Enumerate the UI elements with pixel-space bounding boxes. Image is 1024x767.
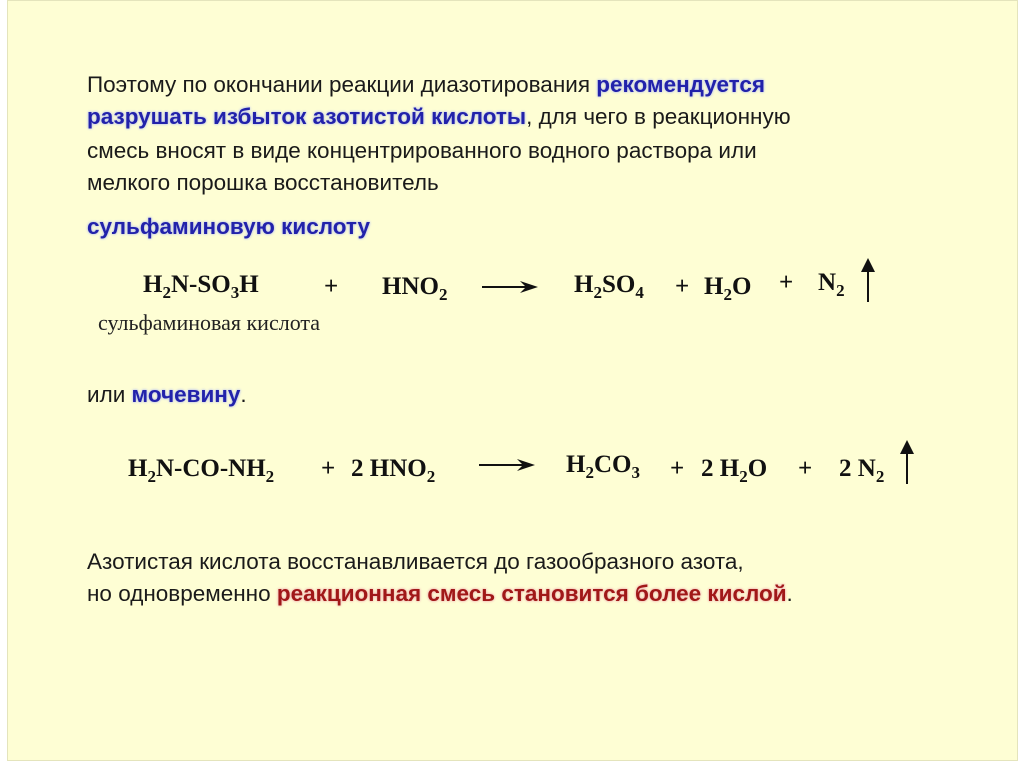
highlight-recommended: рекомендуется bbox=[596, 72, 766, 97]
reaction-2-product-nitrogen: 2 $N_2$ bbox=[839, 455, 885, 486]
reaction-2-plus-1: + bbox=[321, 455, 336, 482]
reaction-1-gas-arrow-icon bbox=[858, 256, 878, 304]
conclusion-line-2-suffix: . bbox=[786, 581, 793, 606]
reaction-1-product-water: $H_2O$ bbox=[704, 273, 752, 304]
caption-sulfamic-acid: сульфаминовая кислота bbox=[98, 310, 321, 335]
reaction-2-reactant-nitrous-acid: 2 $HNO_2$ bbox=[351, 455, 436, 486]
reaction-2-product-water: 2 $H_2O$ bbox=[701, 455, 768, 486]
intro-line-4: мелкого порошка восстановитель bbox=[87, 170, 439, 195]
reagent-2-line bbox=[87, 379, 247, 411]
slide bbox=[7, 0, 1018, 761]
reaction-2-product-carbonic-acid: $H_2CO_3$ bbox=[566, 451, 640, 482]
reaction-1-product-sulfuric-acid: $H_2SO_4$ bbox=[574, 271, 644, 302]
reaction-2-plus-2: + bbox=[670, 455, 685, 482]
reaction-1-plus-2: + bbox=[675, 273, 690, 300]
intro-line-1-text: Поэтому по окончании реакции диазотирования bbox=[87, 72, 597, 97]
highlight-more-acidic: реакционная смесь становится более кислой bbox=[276, 581, 787, 606]
reaction-2-arrow-icon bbox=[479, 455, 539, 475]
reaction-1-plus-3: + bbox=[779, 269, 794, 296]
conclusion-line-1: Азотистая кислота восстанавливается до газообразного азота, bbox=[87, 549, 744, 574]
reaction-1-product-nitrogen: $N_2$ bbox=[818, 269, 845, 300]
conclusion-line-2 bbox=[87, 578, 793, 610]
intro-line-2-text: , для чего в реакционную bbox=[526, 104, 791, 129]
reaction-1-plus-1: + bbox=[324, 273, 339, 300]
conclusion-line-2-text: но одновременно bbox=[87, 581, 277, 606]
reaction-1-reactant-sulfamic-acid: $H_2N-SO_3H$ bbox=[143, 271, 259, 302]
highlight-sulfamic-acid: сульфаминовую кислоту bbox=[87, 214, 370, 239]
reagent-1-line bbox=[87, 211, 370, 243]
intro-line-2 bbox=[87, 101, 791, 133]
reagent-2-prefix: или bbox=[87, 382, 132, 407]
intro-line-1 bbox=[87, 69, 765, 101]
reaction-2-gas-arrow-icon bbox=[897, 438, 917, 486]
reaction-1-arrow-icon bbox=[482, 277, 542, 297]
reaction-2-plus-3: + bbox=[798, 455, 813, 482]
intro-line-3: смесь вносят в виде концентрированного водного раствора или bbox=[87, 138, 757, 163]
reagent-2-suffix: . bbox=[240, 382, 247, 407]
reaction-2-reactant-urea: $H_2N-CO-NH_2$ bbox=[128, 455, 275, 486]
reaction-1-reactant-nitrous-acid: $HNO_2$ bbox=[382, 273, 448, 304]
highlight-urea: мочевину bbox=[131, 382, 241, 407]
highlight-destroy-excess: разрушать избыток азотистой кислоты bbox=[87, 104, 527, 129]
